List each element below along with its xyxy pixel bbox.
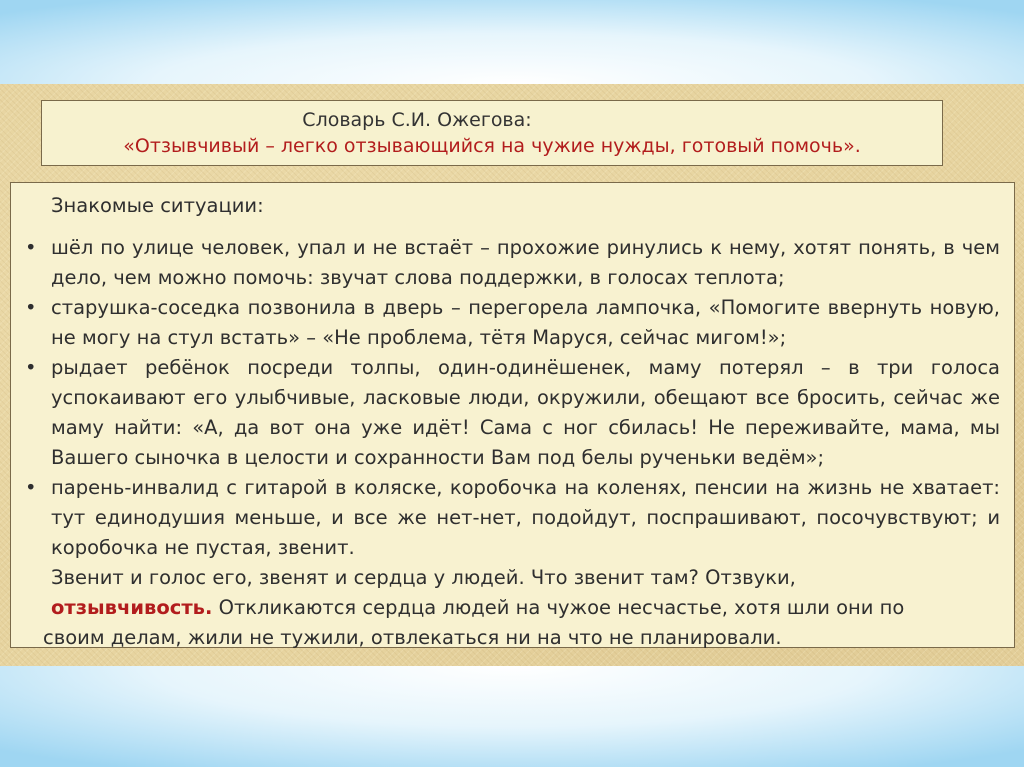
list-item-text: рыдает ребёнок посреди толпы, один-одинёшенек, маму потерял – в три голоса успокаивают его улыбчивые, ласковые люди, окружили, обещают все бросить, сейчас же маму найти: «А, да вот она уже идёт! Сама с ног сбилась! Не переживайте, мама, мы Вашего сыночка в целости и сохранности Вам под белы рученьки ведём»; bbox=[51, 356, 1000, 469]
bullet-icon: • bbox=[25, 476, 37, 499]
highlight-word: отзывчивость. bbox=[51, 596, 213, 619]
list-item bbox=[25, 233, 1000, 293]
list-item bbox=[25, 473, 1000, 563]
list-item-text: парень-инвалид с гитарой в коляске, коробочка на коленях, пенсии на жизнь не хватает: тут единодушия меньше, и все же нет-нет, подойдут, поспрашивают, посочувствуют; и коробочка не пустая, звенит. bbox=[51, 476, 1000, 559]
conclusion-line-3: своим делам, жили не тужили, отвлекаться ни на что не планировали. bbox=[43, 626, 782, 649]
definition-text: «Отзывчивый – легко отзывающийся на чужие нужды, готовый помочь». bbox=[123, 135, 861, 157]
situations-title: Знакомые ситуации: bbox=[51, 194, 264, 217]
bullet-icon: • bbox=[25, 296, 37, 319]
bullet-icon: • bbox=[25, 356, 37, 379]
list-item bbox=[25, 353, 1000, 473]
conclusion-line-2: Откликаются сердца людей на чужое несчастье, хотя шли они по bbox=[212, 596, 905, 619]
situations-box bbox=[10, 182, 1015, 648]
bullet-icon: • bbox=[25, 236, 37, 259]
list-item-text: шёл по улице человек, упал и не встаёт – прохожие ринулись к нему, хотят понять, в чем дело, чем можно помочь: звучат слова поддержки, в голосах теплота; bbox=[51, 236, 1000, 289]
list-item bbox=[25, 293, 1000, 353]
conclusion-paragraph bbox=[25, 563, 1000, 653]
list-item-text: старушка-соседка позвонила в дверь – перегорела лампочка, «Помогите ввернуть новую, не могу на стул встать» – «Не проблема, тётя Маруся, сейчас мигом!»; bbox=[51, 296, 1000, 349]
bottom-sky-band bbox=[0, 666, 1024, 767]
conclusion-line-1: Звенит и голос его, звенят и сердца у людей. Что звенит там? Отзвуки, bbox=[51, 566, 796, 589]
definition-title: Словарь С.И. Ожегова: bbox=[302, 109, 532, 131]
situations-list bbox=[25, 233, 1000, 563]
top-sky-band bbox=[0, 0, 1024, 84]
definition-box bbox=[41, 100, 943, 166]
